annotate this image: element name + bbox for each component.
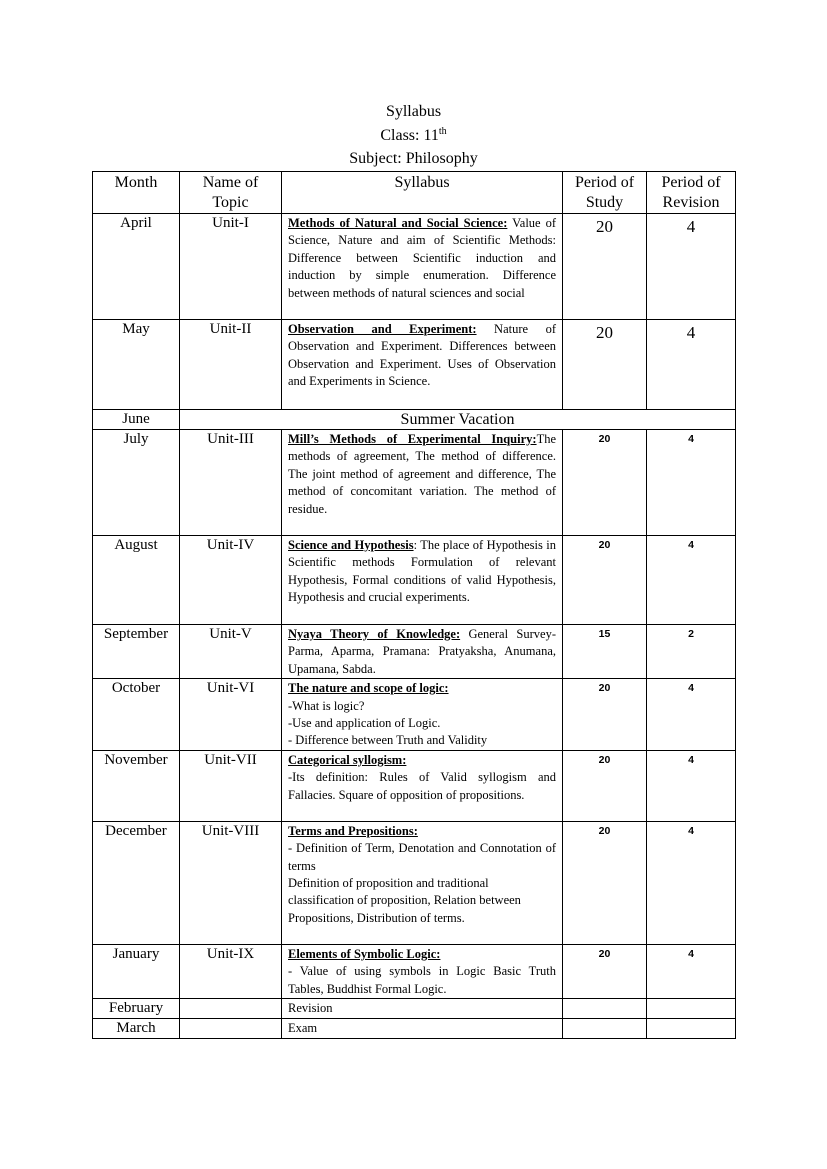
syllabus-heading: Observation and Experiment: bbox=[288, 322, 477, 336]
syllabus-text: -Its definition: Rules of Valid syllogism and Fallacies. Square of opposition of propositions. bbox=[288, 770, 556, 802]
revision-cell bbox=[647, 214, 736, 320]
syllabus-text: - Definition of Term, Denotation and Connotation of terms bbox=[288, 841, 556, 873]
month-cell: February bbox=[93, 999, 180, 1019]
syllabus-heading: Mill’s Methods of Experimental Inquiry: bbox=[288, 432, 537, 446]
table-row bbox=[93, 999, 736, 1019]
table-row bbox=[93, 410, 736, 430]
syllabus-text: Value of Science, Nature and aim of Scientific Methods: Difference between Scientific induction and induction by simple enumeration. Difference between methods of natural sciences and social bbox=[288, 216, 557, 300]
study-value: 20 bbox=[598, 433, 611, 445]
study-value: 20 bbox=[598, 682, 611, 695]
study-value: 15 bbox=[598, 628, 611, 640]
table-row bbox=[93, 944, 736, 998]
revision-cell bbox=[647, 1019, 736, 1039]
month-cell: May bbox=[93, 320, 180, 410]
syllabus-heading: Science and Hypothesis bbox=[288, 538, 414, 552]
study-cell bbox=[563, 536, 647, 625]
study-value: 20 bbox=[596, 217, 613, 236]
syllabus-cell bbox=[282, 536, 563, 625]
syllabus-text: : The place of Hypothesis in Scientific methods Formulation of relevant Hypothesis, Formal conditions of valid Hypothesis, Hypothesis and crucial experiments. bbox=[288, 538, 556, 605]
syllabus-text: General Survey- Parma, Aparma, Pramana: Pratyaksha, Anumana, Upamana, Sabda. bbox=[288, 627, 556, 676]
syllabus-line: -What is logic? bbox=[288, 698, 365, 713]
table-row bbox=[93, 750, 736, 821]
study-value: 20 bbox=[598, 539, 611, 551]
revision-cell bbox=[647, 944, 736, 998]
table-row bbox=[93, 625, 736, 679]
month-cell: January bbox=[93, 944, 180, 998]
syllabus-heading: Elements of Symbolic Logic: bbox=[288, 946, 441, 961]
header-study-line1: Period of bbox=[574, 174, 635, 191]
revision-value: 4 bbox=[686, 217, 696, 236]
topic-cell: Unit-IX bbox=[180, 944, 282, 998]
syllabus-heading: The nature and scope of logic: bbox=[288, 681, 449, 696]
syllabus-heading: Methods of Natural and Social Science: bbox=[288, 216, 508, 230]
month-cell: December bbox=[93, 821, 180, 944]
table-row bbox=[93, 679, 736, 751]
study-cell bbox=[563, 750, 647, 821]
vacation-cell: Summer Vacation bbox=[180, 410, 736, 430]
table-row bbox=[93, 430, 736, 536]
header-month: Month bbox=[93, 172, 180, 214]
table-row bbox=[93, 1019, 736, 1039]
header-topic bbox=[180, 172, 282, 214]
topic-cell bbox=[180, 999, 282, 1019]
study-cell bbox=[563, 821, 647, 944]
header-topic-line2: Topic bbox=[212, 194, 249, 211]
study-cell bbox=[563, 625, 647, 679]
study-cell bbox=[563, 214, 647, 320]
document-title: Syllabus bbox=[385, 103, 442, 120]
table-header-row bbox=[93, 172, 736, 214]
topic-cell: Unit-II bbox=[180, 320, 282, 410]
topic-cell: Unit-V bbox=[180, 625, 282, 679]
revision-cell bbox=[647, 536, 736, 625]
topic-cell: Unit-VII bbox=[180, 750, 282, 821]
syllabus-cell bbox=[282, 214, 563, 320]
study-cell bbox=[563, 430, 647, 536]
revision-value: 4 bbox=[688, 753, 694, 766]
header-syllabus: Syllabus bbox=[282, 172, 563, 214]
topic-cell: Unit-III bbox=[180, 430, 282, 536]
syllabus-text: The methods of agreement, The method of difference. The joint method of agreement and difference, The method of concomitant variation. The method of residue. bbox=[288, 432, 556, 516]
study-cell bbox=[563, 999, 647, 1019]
topic-cell: Unit-VI bbox=[180, 679, 282, 751]
table-row bbox=[93, 320, 736, 410]
month-cell: September bbox=[93, 625, 180, 679]
syllabus-cell bbox=[282, 944, 563, 998]
syllabus-cell bbox=[282, 320, 563, 410]
header-revision bbox=[647, 172, 736, 214]
month-cell: August bbox=[93, 536, 180, 625]
revision-cell bbox=[647, 430, 736, 536]
study-value: 20 bbox=[598, 947, 611, 960]
header-revision-line1: Period of bbox=[661, 174, 721, 191]
revision-value: 4 bbox=[688, 824, 694, 837]
study-cell bbox=[563, 320, 647, 410]
month-cell: June bbox=[93, 410, 180, 430]
month-cell: July bbox=[93, 430, 180, 536]
study-cell bbox=[563, 679, 647, 751]
topic-cell: Unit-VIII bbox=[180, 821, 282, 944]
revision-cell bbox=[647, 679, 736, 751]
syllabus-text: Nature of Observation and Experiment. Differences between Observation and Experiment. Uses of Observation and Experiments in Science. bbox=[288, 322, 556, 389]
study-value: 20 bbox=[598, 753, 611, 766]
class-line bbox=[0, 124, 827, 148]
syllabus-cell: Revision bbox=[282, 999, 563, 1019]
header-study-line2: Study bbox=[585, 194, 624, 211]
syllabus-cell bbox=[282, 821, 563, 944]
revision-cell bbox=[647, 821, 736, 944]
study-value: 20 bbox=[598, 824, 611, 837]
subject-line: Subject: Philosophy bbox=[349, 150, 478, 167]
header-study bbox=[563, 172, 647, 214]
study-cell bbox=[563, 944, 647, 998]
header-revision-line2: Revision bbox=[662, 194, 720, 211]
syllabus-line: - Difference between Truth and Validity bbox=[288, 733, 488, 748]
syllabus-cell bbox=[282, 750, 563, 821]
syllabus-heading: Nyaya Theory of Knowledge: bbox=[288, 627, 461, 641]
month-cell: November bbox=[93, 750, 180, 821]
syllabus-text-2: Definition of proposition and traditional classification of proposition, Relation between Propositions, Distribution of terms. bbox=[288, 876, 521, 925]
revision-value: 4 bbox=[688, 433, 694, 445]
syllabus-text: - Value of using symbols in Logic Basic Truth Tables, Buddhist Formal Logic. bbox=[288, 964, 556, 996]
syllabus-cell bbox=[282, 625, 563, 679]
class-superscript: th bbox=[438, 125, 447, 137]
header-topic-line1: Name of bbox=[202, 174, 259, 191]
document-header bbox=[0, 100, 827, 171]
syllabus-heading: Terms and Prepositions: bbox=[288, 823, 418, 838]
table-row bbox=[93, 821, 736, 944]
revision-value: 4 bbox=[688, 682, 694, 695]
syllabus-cell bbox=[282, 679, 563, 751]
syllabus-cell bbox=[282, 430, 563, 536]
study-value: 20 bbox=[596, 323, 613, 342]
revision-cell bbox=[647, 999, 736, 1019]
revision-cell bbox=[647, 625, 736, 679]
syllabus-heading: Categorical syllogism: bbox=[288, 752, 407, 767]
topic-cell: Unit-IV bbox=[180, 536, 282, 625]
topic-cell bbox=[180, 1019, 282, 1039]
revision-value: 4 bbox=[686, 323, 696, 342]
month-cell: April bbox=[93, 214, 180, 320]
syllabus-cell: Exam bbox=[282, 1019, 563, 1039]
revision-value: 2 bbox=[688, 628, 694, 640]
month-cell: March bbox=[93, 1019, 180, 1039]
study-cell bbox=[563, 1019, 647, 1039]
table-row bbox=[93, 214, 736, 320]
class-label: Class: 11 bbox=[380, 126, 439, 144]
revision-value: 4 bbox=[688, 539, 694, 551]
topic-cell: Unit-I bbox=[180, 214, 282, 320]
syllabus-table bbox=[92, 171, 736, 1039]
month-cell: October bbox=[93, 679, 180, 751]
syllabus-line: -Use and application of Logic. bbox=[288, 716, 441, 731]
revision-cell bbox=[647, 750, 736, 821]
revision-value: 4 bbox=[688, 947, 694, 960]
revision-cell bbox=[647, 320, 736, 410]
table-row bbox=[93, 536, 736, 625]
